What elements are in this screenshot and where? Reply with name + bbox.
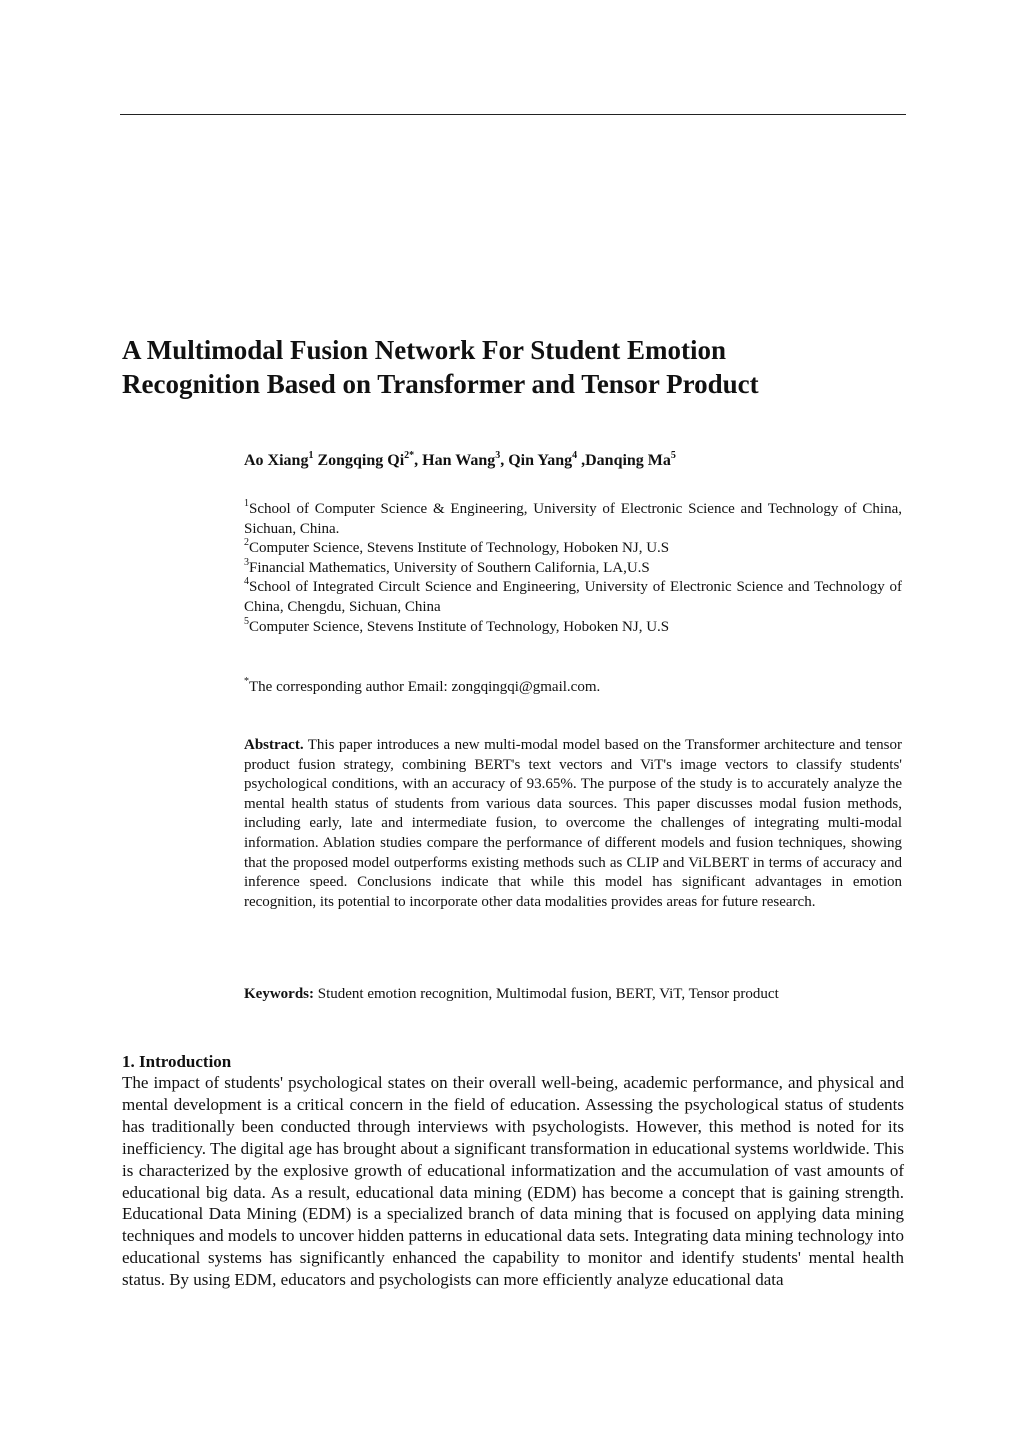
author-name: Ao Xiang bbox=[244, 452, 309, 469]
affiliation-sup: 2 bbox=[244, 537, 249, 549]
affiliation-text: Financial Mathematics, University of Southern California, LA,U.S bbox=[249, 559, 650, 576]
paper-title bbox=[122, 333, 882, 401]
affiliation-sup: 3 bbox=[244, 556, 249, 568]
author-separator: , bbox=[577, 452, 586, 469]
affiliation-text: Computer Science, Stevens Institute of Technology, Hoboken NJ, U.S bbox=[249, 540, 670, 557]
corresponding-author-note bbox=[244, 677, 600, 697]
affiliation-sup: 1 bbox=[244, 498, 249, 509]
affiliation-sup: 5 bbox=[244, 615, 249, 627]
introduction-paragraph: The impact of students' psychological states on their overall well-being, academic performance, and physical and mental development is a critical concern in the field of education. Assessing the psychological status of students has traditionally been conducted through interviews with psychologists. However, this method is noted for its inefficiency. The digital age has brought about a significant transformation in educational systems worldwide. This is characterized by the explosive growth of educational informatization and the accumulation of vast amounts of educational big data. As a result, educational data mining (EDM) has become a concept that is gaining strength. Educational Data Mining (EDM) is a specialized branch of data mining that is focused on applying data mining techniques and models to uncover hidden patterns in educational data sets. Integrating data mining technology into educational systems has significantly enhanced the capability to monitor and identify students' mental health status. By using EDM, educators and psychologists can more efficiently analyze educational data bbox=[122, 1073, 904, 1290]
affiliation-item bbox=[244, 539, 902, 559]
affiliation-item bbox=[244, 556, 902, 579]
author-separator: , bbox=[414, 452, 423, 469]
title-line-1: A Multimodal Fusion Network For Student Emotion bbox=[122, 335, 727, 365]
section-heading-introduction: 1. Introduction bbox=[122, 1052, 232, 1071]
author-sup: 2* bbox=[404, 449, 415, 461]
author-list bbox=[244, 451, 676, 471]
keywords bbox=[244, 984, 779, 1004]
keywords-text: Student emotion recognition, Multimodal fusion, BERT, ViT, Tensor product bbox=[314, 986, 779, 1002]
header-rule bbox=[120, 114, 906, 115]
affiliation-item bbox=[244, 615, 902, 638]
author-sup: 4 bbox=[572, 449, 578, 461]
affiliation-list bbox=[244, 500, 902, 637]
abstract-text: This paper introduces a new multi-modal model based on the Transformer architecture and tensor product fusion strategy, combining BERT's text vectors and ViT's image vectors to classify students' psychological conditions, with an accuracy of 93.65%. The purpose of the study is to accurately analyze the mental health status of students from various data sources. This paper discusses modal fusion methods, including early, late and intermediate fusion, to overcome the challenges of integrating multi-modal information. Ablation studies compare the performance of different models and fusion techniques, showing that the proposed model outperforms existing methods such as CLIP and ViLBERT in terms of accuracy and inference speed. Conclusions indicate that while this model has significant advantages in emotion recognition, its potential to incorporate other data modalities provides areas for future research. bbox=[244, 737, 902, 910]
author-sup: 1 bbox=[308, 449, 314, 461]
affiliation-text: School of Integrated Circult Science and Engineering, University of Electronic Science and Technology of China, Chengdu, Sichuan, China bbox=[244, 579, 902, 615]
author-name: Han Wang bbox=[422, 452, 496, 469]
author-name: Zongqing Qi bbox=[317, 452, 405, 469]
author-name: Qin Yang bbox=[508, 452, 573, 469]
abstract bbox=[244, 736, 902, 912]
affiliation-sup: 4 bbox=[244, 576, 249, 588]
corresponding-sup: * bbox=[244, 676, 249, 687]
affiliation-text: School of Computer Science & Engineering, University of Electronic Science and Technology of China, Sichuan, China. bbox=[244, 501, 902, 537]
corresponding-text: The corresponding author Email: zongqingqi@gmail.com. bbox=[249, 679, 601, 695]
author-separator: , bbox=[500, 452, 509, 469]
keywords-label: Keywords: bbox=[244, 986, 314, 1002]
author-name: Danqing Ma bbox=[585, 452, 671, 469]
title-line-2: Recognition Based on Transformer and Tensor Product bbox=[122, 369, 759, 399]
abstract-label: Abstract. bbox=[244, 737, 304, 753]
affiliation-item bbox=[244, 500, 902, 539]
author-sup: 5 bbox=[670, 449, 676, 461]
affiliation-text: Computer Science, Stevens Institute of Technology, Hoboken NJ, U.S bbox=[249, 618, 670, 635]
author-sup: 3 bbox=[495, 449, 501, 461]
affiliation-item bbox=[244, 578, 902, 617]
